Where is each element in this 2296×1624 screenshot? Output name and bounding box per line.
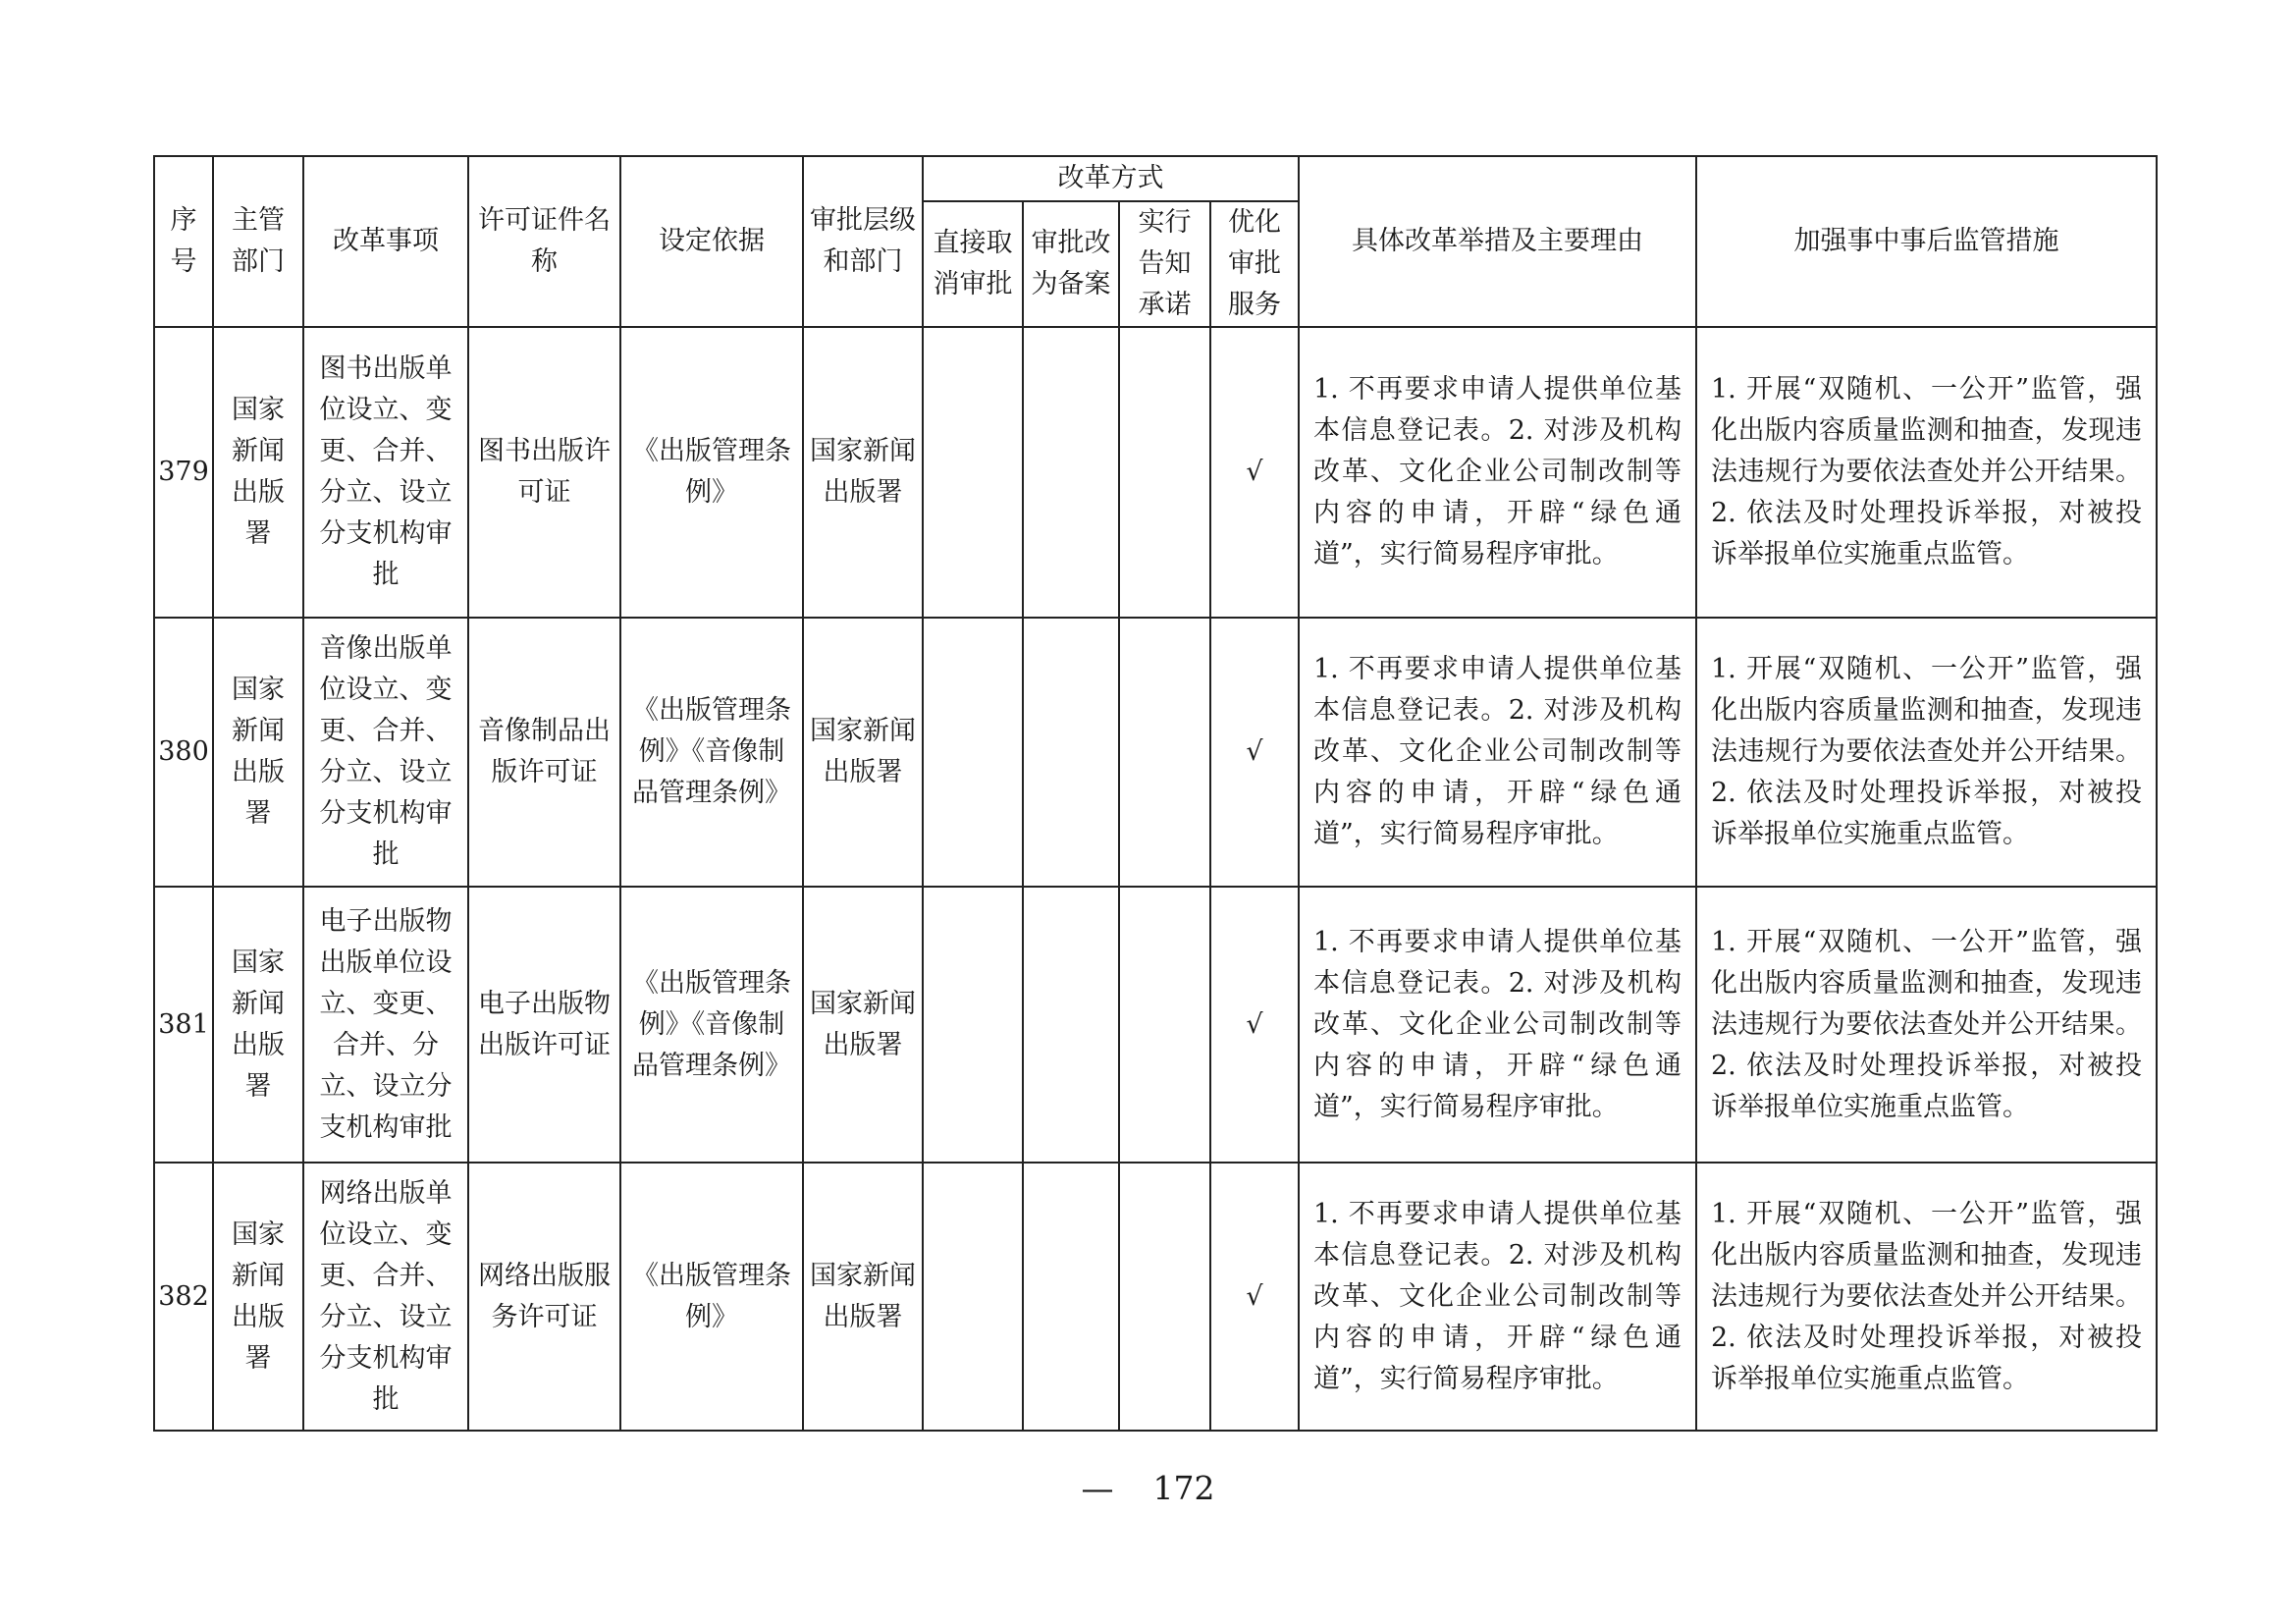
cell-basis: 《出版管理条例》《音像制品管理条例》	[620, 887, 803, 1163]
header-measures: 具体改革举措及主要理由	[1299, 156, 1696, 327]
footer-dash: —	[1081, 1469, 1114, 1507]
header-item: 改革事项	[303, 156, 468, 327]
cell-dept: 国家新闻出版署	[213, 327, 303, 618]
cell-item: 图书出版单位设立、变更、合并、分立、设立分支机构审批	[303, 327, 468, 618]
cell-supervision: 1. 开展“双随机、一公开”监管，强化出版内容质量监测和抽查，发现违法违规行为要依法查处并公开结果。2. 依法及时处理投诉举报，对被投诉举报单位实施重点监管。	[1696, 887, 2157, 1163]
cell-item: 音像出版单位设立、变更、合并、分立、设立分支机构审批	[303, 618, 468, 887]
checkmark-icon: √	[1210, 1163, 1299, 1431]
header-mode-notify: 实行告知承诺	[1119, 201, 1210, 327]
header-supervision: 加强事中事后监管措施	[1696, 156, 2157, 327]
cell-mode-cancel	[923, 1163, 1023, 1431]
cell-license: 音像制品出版许可证	[468, 618, 620, 887]
cell-dept: 国家新闻出版署	[213, 887, 303, 1163]
cell-measures: 1. 不再要求申请人提供单位基本信息登记表。2. 对涉及机构改革、文化企业公司制改制等内容的申请，开辟“绿色通道”，实行简易程序审批。	[1299, 327, 1696, 618]
cell-supervision: 1. 开展“双随机、一公开”监管，强化出版内容质量监测和抽查，发现违法违规行为要依法查处并公开结果。2. 依法及时处理投诉举报，对被投诉举报单位实施重点监管。	[1696, 1163, 2157, 1431]
cell-measures: 1. 不再要求申请人提供单位基本信息登记表。2. 对涉及机构改革、文化企业公司制改制等内容的申请，开辟“绿色通道”，实行简易程序审批。	[1299, 618, 1696, 887]
header-dept: 主管部门	[213, 156, 303, 327]
cell-mode-filing	[1023, 1163, 1119, 1431]
cell-supervision: 1. 开展“双随机、一公开”监管，强化出版内容质量监测和抽查，发现违法违规行为要依法查处并公开结果。2. 依法及时处理投诉举报，对被投诉举报单位实施重点监管。	[1696, 618, 2157, 887]
table-row	[154, 618, 2157, 887]
cell-seq: 379	[154, 327, 213, 618]
cell-license: 图书出版许可证	[468, 327, 620, 618]
cell-dept: 国家新闻出版署	[213, 1163, 303, 1431]
cell-mode-notify	[1119, 887, 1210, 1163]
cell-mode-cancel	[923, 618, 1023, 887]
cell-item: 电子出版物出版单位设立、变更、合并、分立、设立分支机构审批	[303, 887, 468, 1163]
header-mode-cancel: 直接取消审批	[923, 201, 1023, 327]
cell-mode-notify	[1119, 1163, 1210, 1431]
cell-basis: 《出版管理条例》	[620, 327, 803, 618]
cell-supervision: 1. 开展“双随机、一公开”监管，强化出版内容质量监测和抽查，发现违法违规行为要依法查处并公开结果。2. 依法及时处理投诉举报，对被投诉举报单位实施重点监管。	[1696, 327, 2157, 618]
cell-measures: 1. 不再要求申请人提供单位基本信息登记表。2. 对涉及机构改革、文化企业公司制改制等内容的申请，开辟“绿色通道”，实行简易程序审批。	[1299, 1163, 1696, 1431]
header-level: 审批层级和部门	[803, 156, 923, 327]
cell-mode-filing	[1023, 887, 1119, 1163]
header-reform-mode: 改革方式	[923, 156, 1299, 201]
header-license: 许可证件名称	[468, 156, 620, 327]
cell-mode-cancel	[923, 887, 1023, 1163]
cell-level: 国家新闻出版署	[803, 887, 923, 1163]
cell-basis: 《出版管理条例》《音像制品管理条例》	[620, 618, 803, 887]
cell-measures: 1. 不再要求申请人提供单位基本信息登记表。2. 对涉及机构改革、文化企业公司制改制等内容的申请，开辟“绿色通道”，实行简易程序审批。	[1299, 887, 1696, 1163]
cell-basis: 《出版管理条例》	[620, 1163, 803, 1431]
cell-seq: 382	[154, 1163, 213, 1431]
cell-mode-cancel	[923, 327, 1023, 618]
cell-license: 电子出版物出版许可证	[468, 887, 620, 1163]
header-mode-optimize: 优化审批服务	[1210, 201, 1299, 327]
page-number: 172	[1152, 1469, 1215, 1507]
checkmark-icon: √	[1210, 887, 1299, 1163]
table-row	[154, 1163, 2157, 1431]
cell-mode-notify	[1119, 327, 1210, 618]
cell-seq: 380	[154, 618, 213, 887]
checkmark-icon: √	[1210, 327, 1299, 618]
document-page	[153, 155, 2156, 1432]
cell-mode-notify	[1119, 618, 1210, 887]
cell-item: 网络出版单位设立、变更、合并、分立、设立分支机构审批	[303, 1163, 468, 1431]
page-footer	[0, 1469, 2296, 1507]
cell-license: 网络出版服务许可证	[468, 1163, 620, 1431]
cell-level: 国家新闻出版署	[803, 327, 923, 618]
header-basis: 设定依据	[620, 156, 803, 327]
table-row	[154, 327, 2157, 618]
cell-seq: 381	[154, 887, 213, 1163]
header-mode-filing: 审批改为备案	[1023, 201, 1119, 327]
cell-mode-filing	[1023, 327, 1119, 618]
cell-level: 国家新闻出版署	[803, 1163, 923, 1431]
cell-mode-filing	[1023, 618, 1119, 887]
checkmark-icon: √	[1210, 618, 1299, 887]
reform-table	[153, 155, 2158, 1432]
table-row	[154, 887, 2157, 1163]
header-seq: 序号	[154, 156, 213, 327]
cell-dept: 国家新闻出版署	[213, 618, 303, 887]
cell-level: 国家新闻出版署	[803, 618, 923, 887]
